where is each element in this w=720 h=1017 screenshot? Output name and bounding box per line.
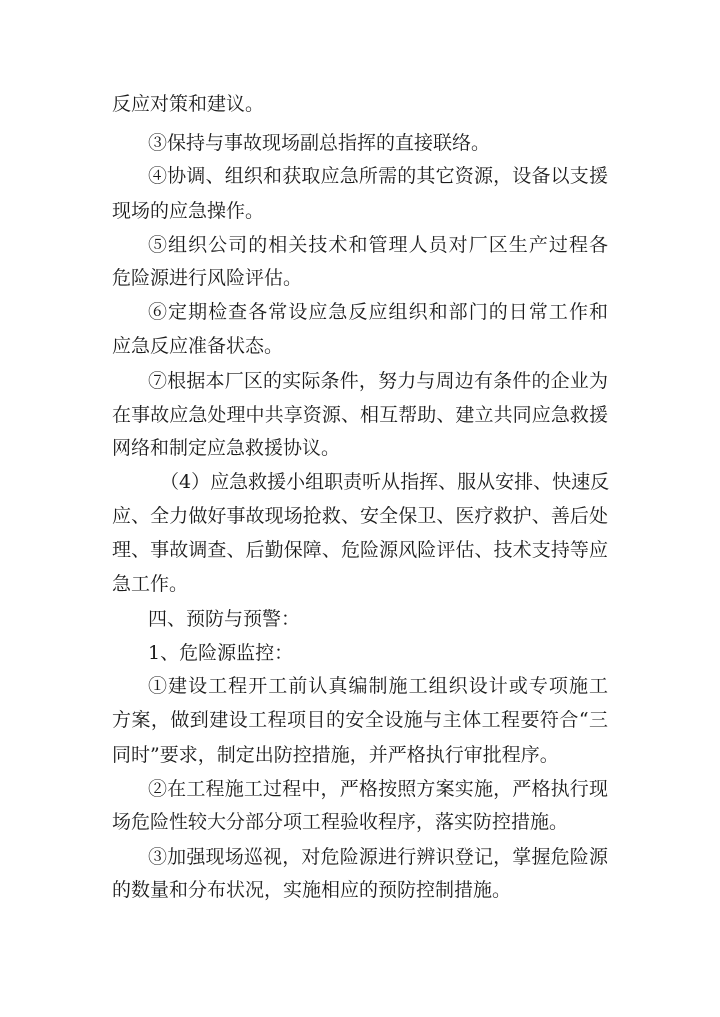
paragraph-line: ⑦根据本厂区的实际条件，努力与周边有条件的企业为 [148, 370, 608, 392]
paragraph-line: 方案，做到建设工程项目的安全设施与主体工程要符合“三 [112, 709, 608, 731]
paragraph-line: ②在工程施工过程中，严格按照方案实施，严格执行现 [148, 778, 608, 800]
paragraph-line: 网络和制定应急救援协议。 [112, 437, 341, 459]
paragraph-line: ④协调、组织和获取应急所需的其它资源，设备以支援 [148, 165, 608, 187]
paragraph-line: （4）应急救援小组职责听从指挥、服从安排、快速反 [160, 471, 610, 493]
paragraph-line: 的数量和分布状况，实施相应的预防控制措施。 [112, 879, 512, 901]
paragraph-line: ⑤组织公司的相关技术和管理人员对厂区生产过程各 [148, 234, 608, 256]
paragraph-line: 急工作。 [112, 573, 189, 595]
paragraph-line: 同时”要求，制定出防控措施，并严格执行审批程序。 [112, 744, 559, 766]
subsection-heading: 1、危险源监控： [148, 642, 294, 664]
paragraph-line: 危险源进行风险评估。 [112, 267, 303, 289]
paragraph-line: ①建设工程开工前认真编制施工组织设计或专项施工 [148, 675, 608, 697]
paragraph-line: 现场的应急操作。 [112, 200, 265, 222]
paragraph-line: 应急反应准备状态。 [112, 335, 284, 357]
paragraph-line: 反应对策和建议。 [112, 93, 265, 115]
paragraph-line: 在事故应急处理中共享资源、相互帮助、建立共同应急救援 [112, 404, 608, 426]
paragraph-line: ③加强现场巡视，对危险源进行辨识登记，掌握危险源 [148, 846, 608, 868]
paragraph-line: 应、全力做好事故现场抢救、安全保卫、医疗救护、善后处 [112, 505, 608, 527]
paragraph-line: 场危险性较大分部分项工程验收程序，落实防控措施。 [112, 811, 569, 833]
section-heading: 四、预防与预警： [148, 608, 301, 630]
paragraph-line: 理、事故调查、后勤保障、危险源风险评估、技术支持等应 [112, 539, 608, 561]
paragraph-line: ⑥定期检查各常设应急反应组织和部门的日常工作和 [148, 301, 608, 323]
paragraph-line: ③保持与事故现场副总指挥的直接联络。 [148, 132, 491, 154]
